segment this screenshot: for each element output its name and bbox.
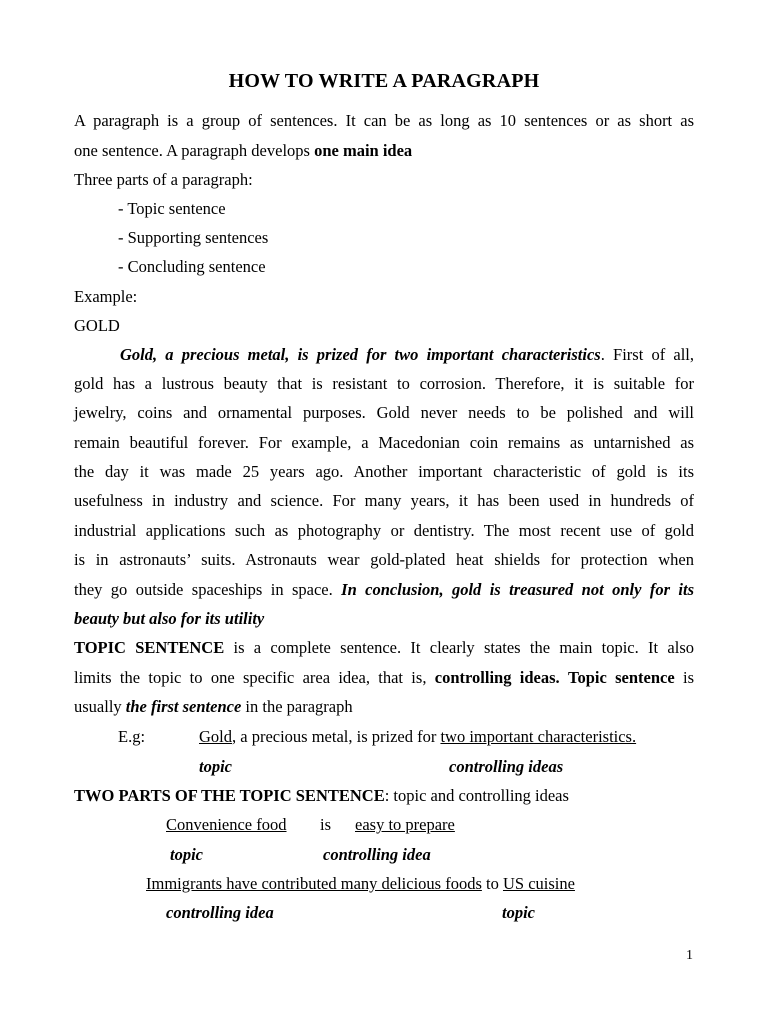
- label-controlling-ideas: controlling ideas: [449, 757, 564, 776]
- first-sentence-emphasis: the first sentence: [125, 697, 242, 716]
- section-text: is a complete sentence. It clearly states the main topic. It also: [224, 638, 694, 657]
- page-title: HOW TO WRITE A PARAGRAPH: [228, 70, 540, 92]
- ex2-sentence: [146, 874, 575, 894]
- list-item: - Concluding sentence: [118, 257, 266, 276]
- topic-sentence-example: Gold, a precious metal, is prized for two important characteristics: [120, 345, 601, 364]
- spacer: [560, 668, 568, 687]
- label-topic: topic: [199, 757, 232, 776]
- ex2-text: to: [481, 874, 503, 893]
- intro-line-1: A paragraph is a group of sentences. It can be as long as 10 sentences or as short as: [74, 111, 694, 130]
- paragraph-line-1: [120, 345, 694, 365]
- eg-text: , a precious metal, is prized for: [232, 727, 441, 746]
- intro-line-3: Three parts of a paragraph:: [74, 170, 253, 189]
- paragraph-text: . First of all,: [600, 345, 695, 364]
- list-item: - Topic sentence: [118, 199, 226, 218]
- list-item: - Supporting sentences: [118, 228, 269, 247]
- paragraph-line: is in astronauts’ suits. Astronauts wear gold-plated heat shields for protection when: [74, 550, 694, 569]
- eg-label: E.g:: [118, 727, 146, 746]
- controlling-ideas-emphasis: controlling ideas.: [434, 668, 560, 687]
- page-number: 1: [686, 948, 693, 963]
- paragraph-line: industrial applications such as photography or dentistry. The most recent use of gold: [74, 521, 694, 540]
- eg-topic-word: Gold: [199, 727, 232, 746]
- eg-controlling-phrase: two important characteristics.: [440, 727, 637, 746]
- ex1-controlling-idea: easy to prepare: [355, 815, 455, 834]
- ex2-controlling-idea: Immigrants have contributed many delicious foods: [146, 874, 482, 893]
- paragraph-line: the day it was made 25 years ago. Another important characteristic of gold is its: [74, 462, 694, 481]
- ex1-verb: is: [320, 815, 332, 834]
- section-text: : topic and controlling ideas: [384, 786, 569, 805]
- section-heading: TOPIC SENTENCE: [74, 638, 225, 657]
- ex1-label-controlling: controlling idea: [323, 845, 431, 864]
- intro-line-2: [74, 141, 412, 161]
- section-text: limits the topic to one specific area idea, that is,: [74, 668, 435, 687]
- ex1-topic: Convenience food: [166, 815, 287, 834]
- paragraph-line: jewelry, coins and ornamental purposes. Gold never needs to be polished and will: [74, 403, 694, 422]
- ex1-label-topic: topic: [170, 845, 203, 864]
- topic-sentence-emphasis: Topic sentence: [567, 668, 675, 687]
- section-text: is: [674, 668, 694, 687]
- ex2-label-controlling: controlling idea: [166, 903, 274, 922]
- eg-sentence: [199, 727, 636, 747]
- main-idea-emphasis: one main idea: [314, 141, 413, 160]
- paragraph-line: gold has a lustrous beauty that is resistant to corrosion. Therefore, it is suitable for: [74, 374, 694, 393]
- section-text: usually: [74, 697, 126, 716]
- paragraph-line: usefulness in industry and science. For many years, it has been used in hundreds of: [74, 491, 694, 510]
- example-heading: GOLD: [74, 316, 120, 335]
- topic-sentence-line-1: [74, 638, 694, 658]
- ex2-label-topic: topic: [502, 903, 535, 922]
- topic-sentence-line-3: [74, 697, 353, 717]
- example-label: Example:: [74, 287, 138, 306]
- concluding-sentence-end: beauty but also for its utility: [74, 609, 265, 628]
- section-heading: TWO PARTS OF THE TOPIC SENTENCE: [74, 786, 385, 805]
- ex2-topic: US cuisine: [502, 874, 575, 893]
- paragraph-line: remain beautiful forever. For example, a Macedonian coin remains as untarnished as: [74, 433, 694, 452]
- topic-sentence-line-2: [74, 668, 694, 688]
- section-text: in the paragraph: [241, 697, 353, 716]
- paragraph-text: they go outside spaceships in space.: [74, 580, 342, 599]
- intro-text: one sentence. A paragraph develops: [74, 141, 315, 160]
- paragraph-line-9: [74, 580, 694, 600]
- two-parts-line: [74, 786, 569, 806]
- concluding-sentence: In conclusion, gold is treasured not only for its: [341, 580, 694, 599]
